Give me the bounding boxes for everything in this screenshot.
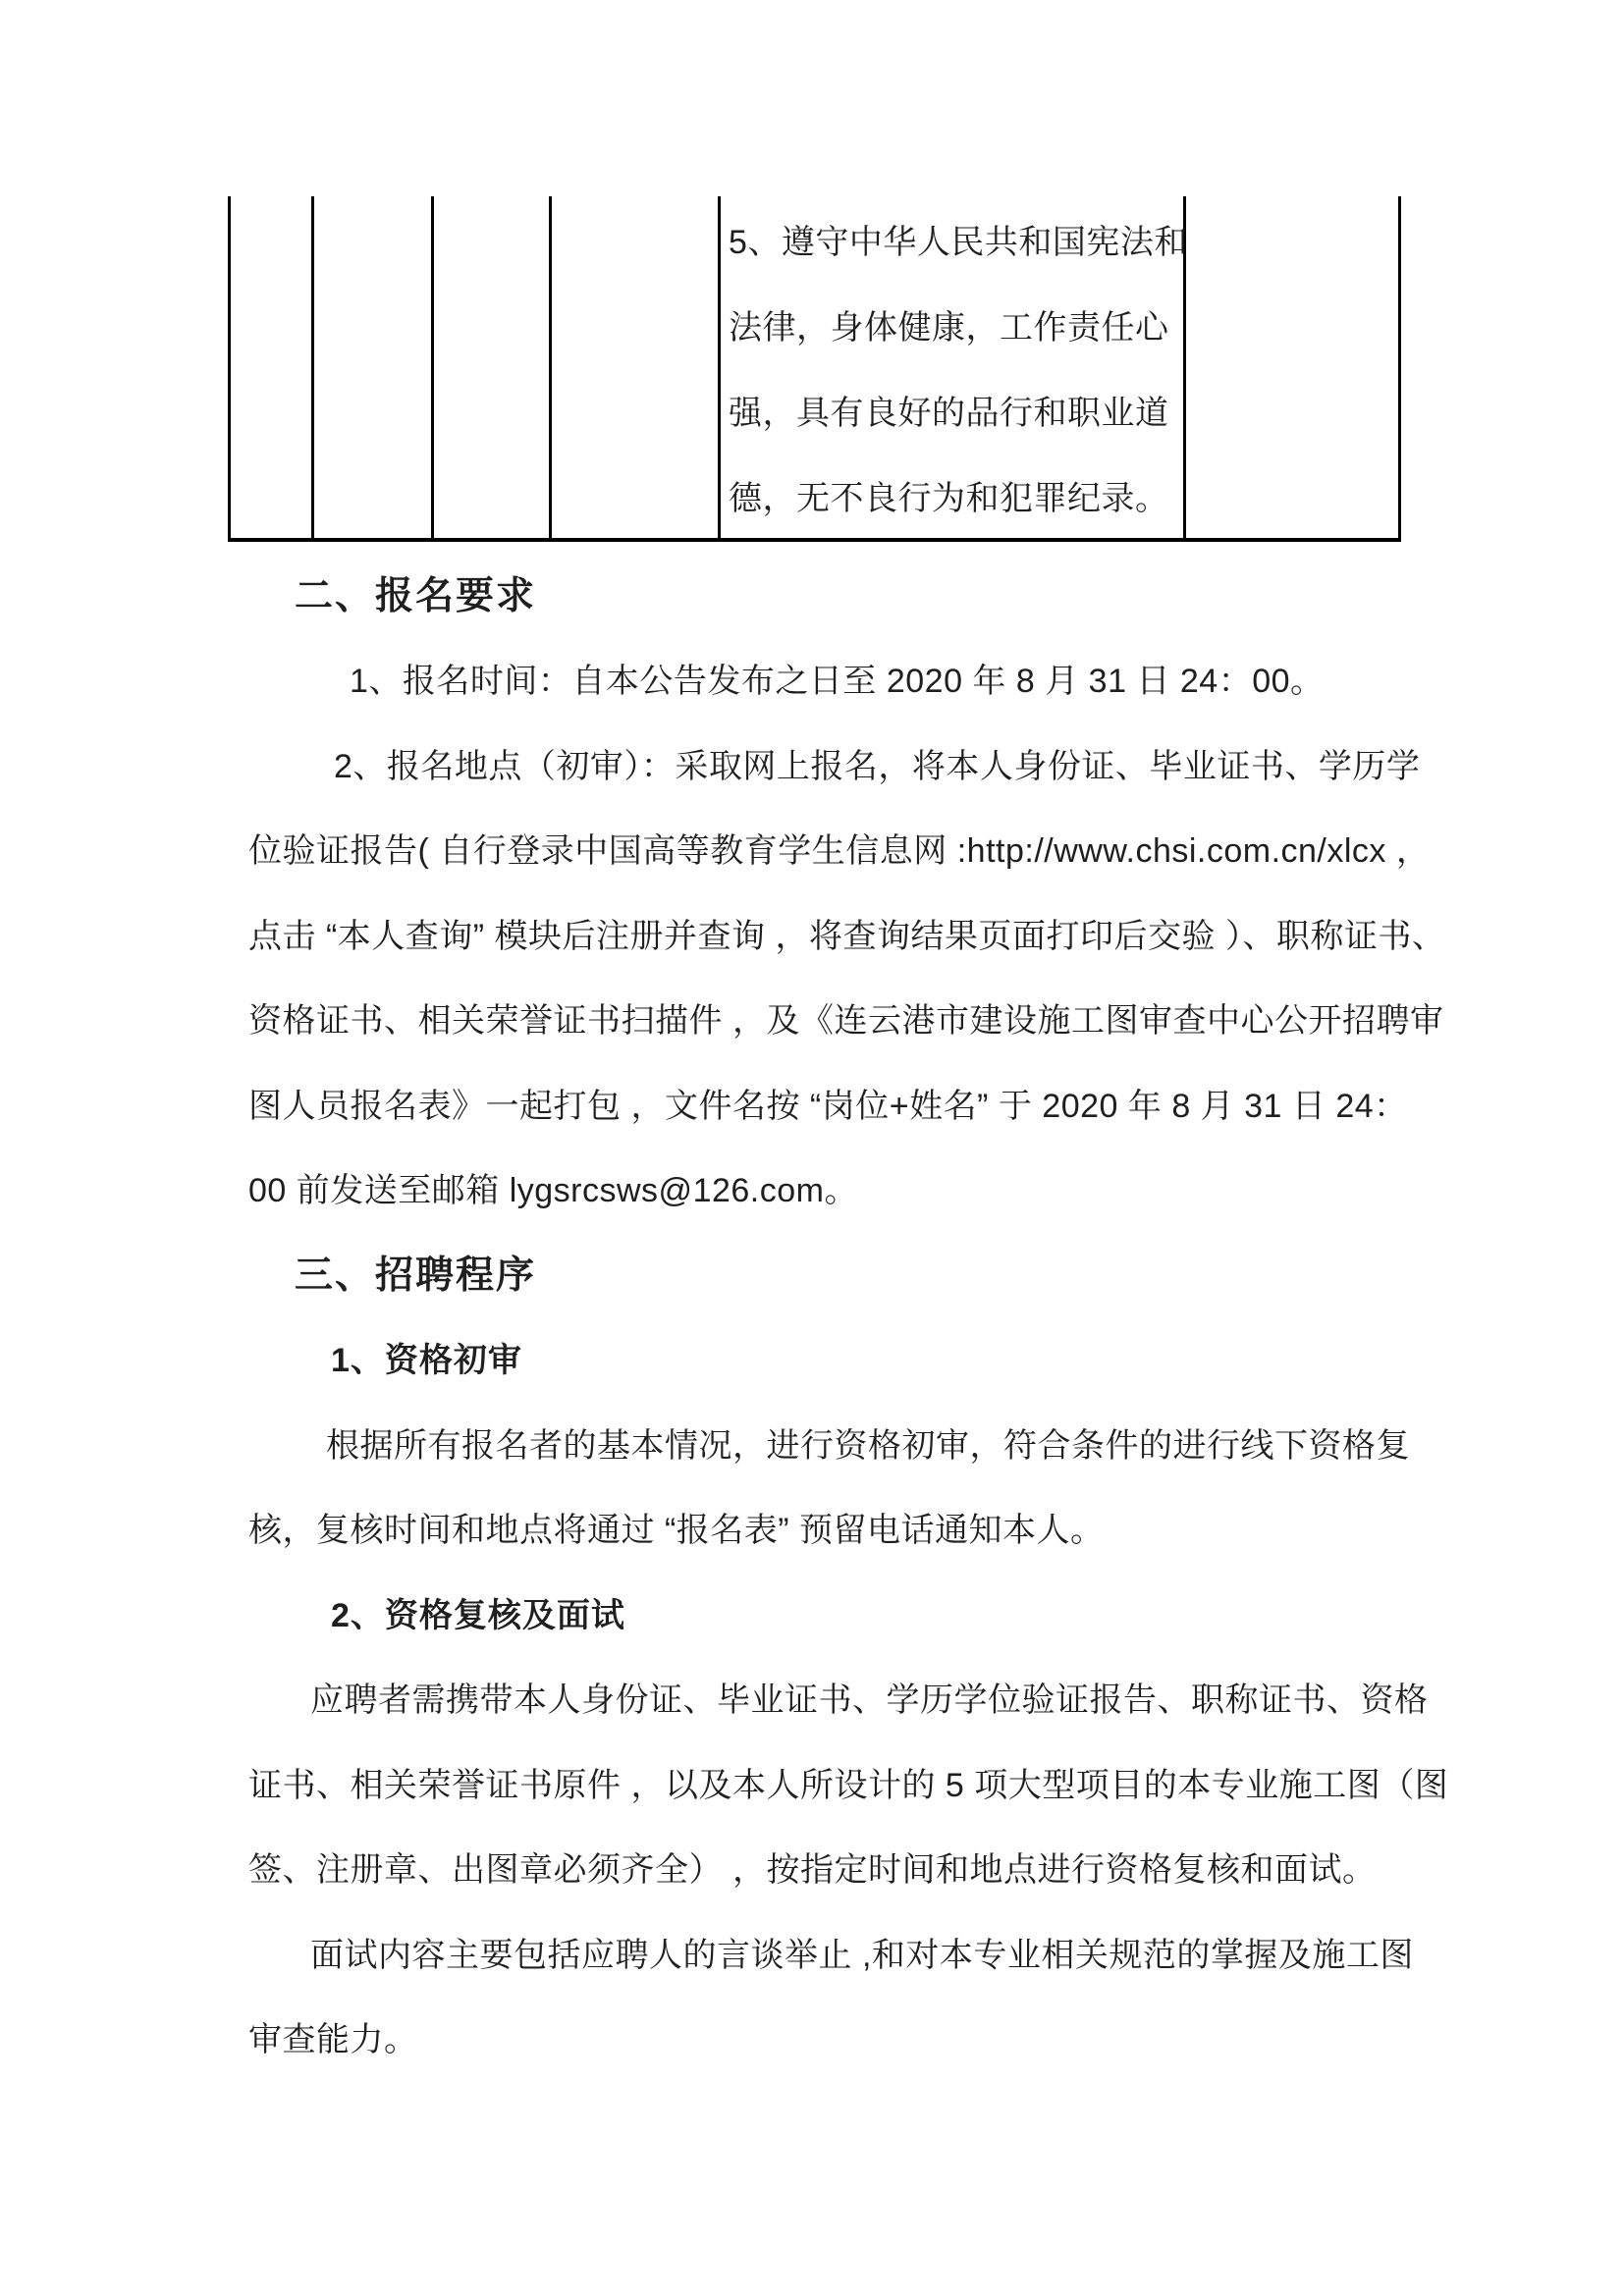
para-initial-review-line: 核，复核时间和地点将通过 “报名表” 预留电话通知本人。 <box>248 1512 1105 1550</box>
table-cell-requirements <box>729 196 1190 538</box>
para-registration-place-line: 位验证报告( 自行登录中国高等教育学生信息网 :http://www.chsi.com.cn/xlcx ， <box>248 832 1431 871</box>
para-registration-place-line: 2、报名地点（初审）：采取网上报名，将本人身份证、毕业证书、学历学 <box>334 747 1421 785</box>
sub-1-heading: 1、资格初审 <box>331 1342 522 1380</box>
table-cell-line: 法律，身体健康，工作责任心 <box>729 309 1169 347</box>
para-recheck-interview-line: 应聘者需携带本人身份证、毕业证书、学历学位验证报告、职称证书、资格 <box>310 1682 1429 1720</box>
table-vline-7 <box>1398 196 1401 538</box>
para-interview-content-line: 审查能力。 <box>248 2021 418 2059</box>
para-registration-place-line: 点击 “本人查询” 模块后注册并查询 ，将查询结果页面打印后交验 ）、职称证书、 <box>248 917 1446 955</box>
sub-2-heading: 2、资格复核及面试 <box>331 1596 625 1634</box>
table-vline-5 <box>718 196 721 538</box>
para-registration-place-line: 资格证书、相关荣誉证书扫描件 ，及《连云港市建设施工图审查中心公开招聘审 <box>248 1002 1444 1041</box>
para-recheck-interview-line: 证书、相关荣誉证书原件 ，以及本人所设计的 5 项大型项目的本专业施工图（图 <box>248 1766 1449 1804</box>
para-recheck-interview-line: 签、注册章、出图章必须齐全） ，按指定时间和地点进行资格复核和面试。 <box>248 1851 1377 1890</box>
table-vline-3 <box>431 196 434 538</box>
para-registration-place-line: 图人员报名表》一起打包 ，文件名按 “岗位+姓名” 于 2020 年 8 月 31 日 24： <box>248 1087 1408 1125</box>
para-registration-place-line: 00 前发送至邮箱 lygsrcsws@126.com。 <box>248 1172 858 1210</box>
table-vline-1 <box>228 196 231 538</box>
section-3-heading: 三、招聘程序 <box>295 1255 537 1298</box>
table-vline-2 <box>311 196 314 538</box>
section-2-heading: 二、报名要求 <box>295 575 537 618</box>
table-bottom-border <box>228 538 1401 542</box>
para-registration-time: 1、报名时间：自本公告发布之日至 2020 年 8 月 31 日 24：00。 <box>350 663 1325 701</box>
table-cell-line: 5、遵守中华人民共和国宪法和 <box>729 224 1188 261</box>
para-interview-content-line: 面试内容主要包括应聘人的言谈举止 ,和对本专业相关规范的掌握及施工图 <box>310 1936 1414 1974</box>
table-cell-line: 强，具有良好的品行和职业道 <box>729 395 1169 432</box>
table-cell-line: 德，无不良行为和犯罪纪录。 <box>729 480 1169 517</box>
document-body <box>0 551 1624 2079</box>
table-vline-4 <box>549 196 552 538</box>
para-initial-review-line: 根据所有报名者的基本情况，进行资格初审，符合条件的进行线下资格复 <box>326 1426 1410 1465</box>
